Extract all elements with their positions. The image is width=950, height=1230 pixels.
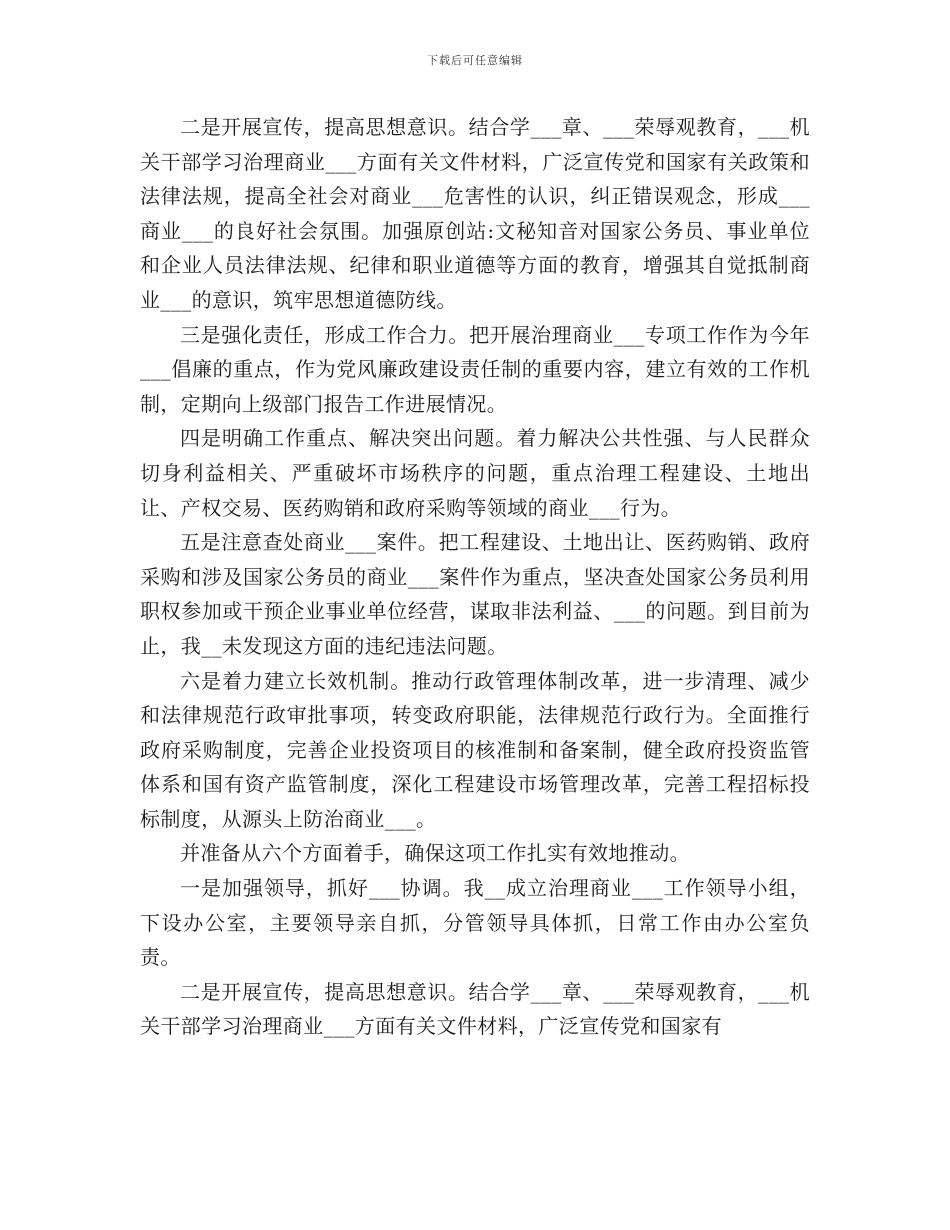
paragraph-investigation: 五是注意查处商业___案件。把工程建设、土地出让、医药购销、政府采购和涉及国家公务员的商业___案件作为重点，坚决查处国家公务员利用职权参加或干预企业事业单位经营，谋取非法利益、___的问题。到目前为止，我__未发现这方面的违纪违法问题。	[140, 530, 810, 658]
paragraph-publicity: 二是开展宣传，提高思想意识。结合学___章、___荣辱观教育，___机关干部学习治理商业___方面有关文件材料，广泛宣传党和国家有关政策和法律法规，提高全社会对商业___危害性的认识，纠正错误观念，形成___商业___的良好社会氛围。加强原创站:文秘知音对国家公务员、事业单位和企业人员法律法规、纪律和职业道德等方面的教育，增强其自觉抵制商业___的意识，筑牢思想道德防线。	[140, 115, 810, 312]
paragraph-leadership: 一是加强领导，抓好___协调。我__成立治理商业___工作领导小组，下设办公室，主要领导亲自抓，分管领导具体抓，日常工作由办公室负责。	[140, 876, 810, 970]
paragraph-long-term-mechanism: 六是着力建立长效机制。推动行政管理体制改革，进一步清理、减少和法律规范行政审批事项，转变政府职能，法律规范行政行为。全面推行政府采购制度，完善企业投资项目的核准制和备案制，健全政府投资监管体系和国有资产监管制度，深化工程建设市场管理改革，完善工程招标投标制度，从源头上防治商业___。	[140, 668, 810, 831]
page-header: 下载后可任意编辑	[427, 54, 523, 67]
document-body	[140, 110, 810, 1044]
paragraph-key-issues: 四是明确工作重点、解决突出问题。着力解决公共性强、与人民群众切身利益相关、严重破坏市场秩序的问题，重点治理工程建设、土地出让、产权交易、医药购销和政府采购等领域的商业___行为。	[140, 426, 810, 520]
paragraph-six-aspects: 并准备从六个方面着手，确保这项工作扎实有效地推动。	[180, 841, 690, 866]
paragraph-responsibility: 三是强化责任，形成工作合力。把开展治理商业___专项工作作为今年___倡廉的重点，作为党风廉政建设责任制的重要内容，建立有效的工作机制，定期向上级部门报告工作进展情况。	[140, 322, 810, 416]
paragraph-publicity-repeat: 二是开展宣传，提高思想意识。结合学___章、___荣辱观教育，___机关干部学习治理商业___方面有关文件材料，广泛宣传党和国家有	[140, 979, 810, 1039]
